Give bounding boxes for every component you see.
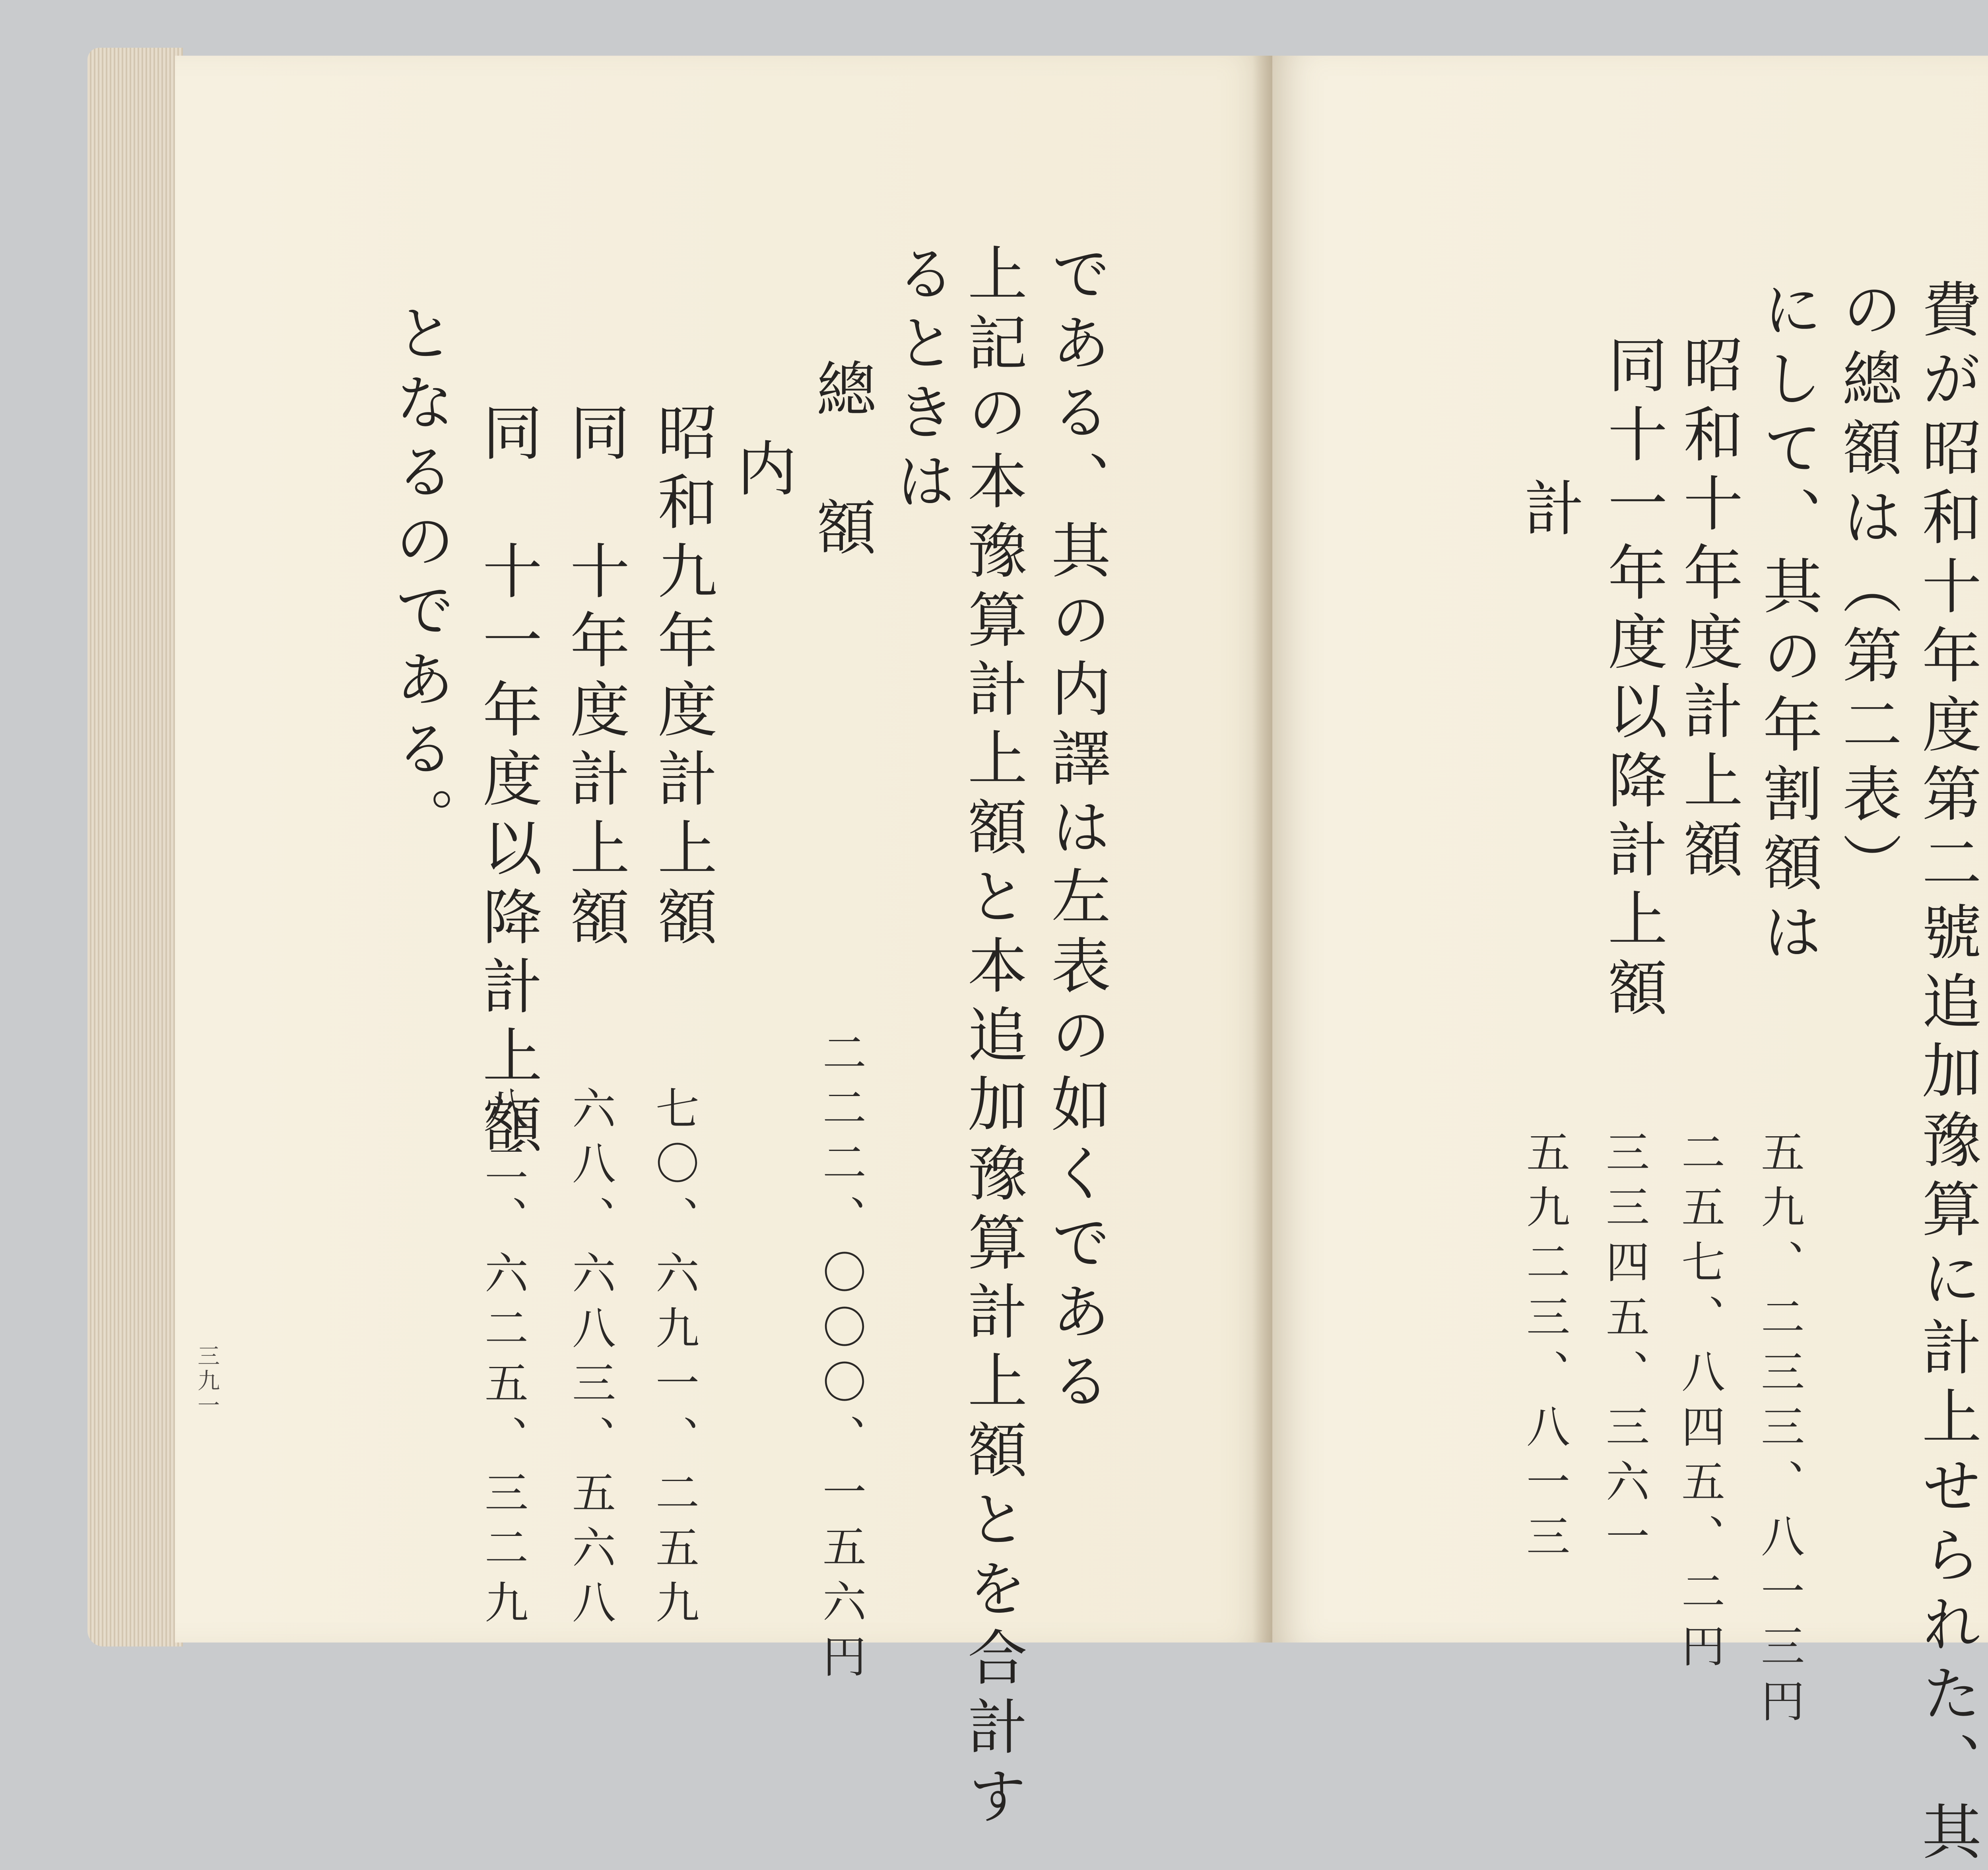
left-line-3: るときは (886, 243, 955, 519)
left-line-8: 同 十一年度以降計上額 (472, 402, 542, 1163)
left-page (175, 56, 1272, 1834)
left-amount-3: 八二、六二五、三二九 (478, 1086, 528, 1635)
left-page-edges (87, 48, 183, 1646)
left-line-4: 總 額 (806, 358, 876, 566)
left-line-7: 同 十年度計上額 (560, 402, 629, 955)
right-amount-6: 五九二三、八一三 (1519, 1129, 1570, 1569)
left-amount-total: 二二二、〇〇〇、一五六円 (815, 1030, 866, 1689)
left-line-1: である、其の内譯は左表の如くである (1041, 243, 1110, 1419)
right-amount-4: 二五七、八四五、二円 (1674, 1129, 1725, 1678)
left-line-5: 内 (727, 437, 796, 507)
right-line-5: 費が昭和十年度第二號追加豫算に計上せられた、其 (1912, 278, 1981, 1870)
left-amount-2: 六八、六八三、五六八 (565, 1086, 616, 1635)
right-page (1272, 56, 1988, 1870)
left-amount-1: 七〇、六九一、二五九 (648, 1086, 699, 1635)
right-amount-5: 三三四五、三六一 (1599, 1129, 1650, 1569)
right-line-10: 計 (1514, 477, 1583, 546)
left-line-2: 上記の本豫算計上額と本追加豫算計上額とを合計す (957, 243, 1027, 1834)
right-line-8: 昭和十年度計上額 (1673, 334, 1742, 888)
right-line-9: 同十一年度以降計上額 (1598, 334, 1667, 1026)
left-line-6: 昭和九年度計上額 (647, 402, 716, 955)
right-line-7: にして、其の年割額は (1753, 278, 1822, 970)
right-amount-3: 五九、二三三、八一三円 (1754, 1129, 1805, 1733)
left-line-9: となるのである。 (385, 302, 454, 856)
right-line-6: の總額は（第二表） (1832, 278, 1901, 901)
left-page-number: 三九一 (194, 1344, 220, 1418)
